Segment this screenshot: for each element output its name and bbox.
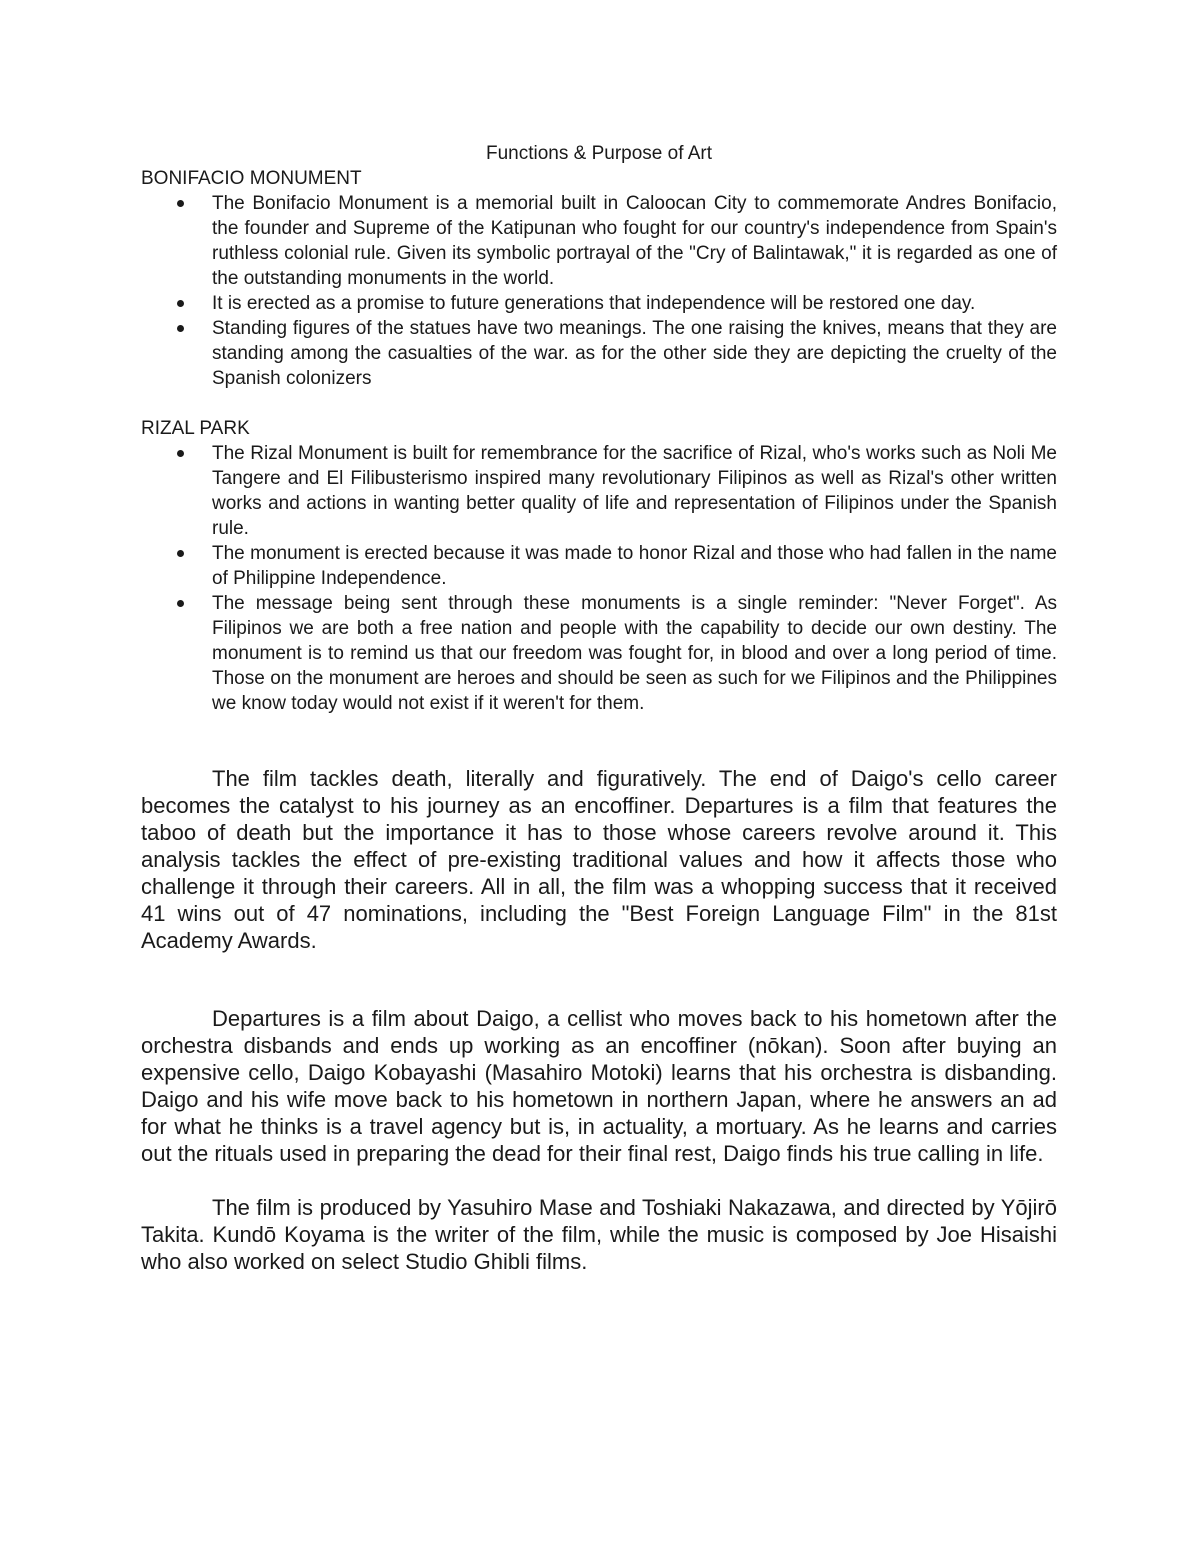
essay-paragraph: Departures is a film about Daigo, a cellist who moves back to his hometown after the orchestra disbands and ends up working as an encoffiner (nōkan). Soon after buying an expensive cello, Daigo Kobayashi (Masahiro Motoki) learns that his orchestra is disbanding. Daigo and his wife move back to his hometown in northern Japan, where he answers an ad for what he thinks is a travel agency but is, in actuality, a mortuary. As he learns and carries out the rituals used in preparing the dead for their final rest, Daigo finds his true calling in life.	[141, 1006, 1057, 1166]
bullet-item	[141, 441, 1057, 541]
bullet-text: The Bonifacio Monument is a memorial built in Caloocan City to commemorate Andres Bonifacio, the founder and Supreme of the Katipunan who fought for our country's independence from Spain's ruthless colonial rule. Given its symbolic portrayal of the "Cry of Balintawak," it is regarded as one of the outstanding monuments in the world.	[212, 193, 1057, 289]
bullet-text: The Rizal Monument is built for remembrance for the sacrifice of Rizal, who's works such as Noli Me Tangere and El Filibusterismo inspired many revolutionary Filipinos as well as Rizal's other written works and actions in wanting better quality of life and representation of Filipinos under the Spanish rule.	[212, 443, 1057, 539]
section-bonifacio-monument	[141, 166, 1057, 391]
bullet-item	[141, 316, 1057, 391]
section-rizal-park	[141, 416, 1057, 716]
bullet-item	[141, 191, 1057, 291]
essay-paragraph: The film is produced by Yasuhiro Mase and Toshiaki Nakazawa, and directed by Yōjirō Takita. Kundō Koyama is the writer of the film, while the music is composed by Joe Hisaishi who also worked on select Studio Ghibli films.	[141, 1195, 1057, 1274]
bullet-item	[141, 591, 1057, 716]
essay-paragraph: The film tackles death, literally and figuratively. The end of Daigo's cello career becomes the catalyst to his journey as an encoffiner. Departures is a film that features the taboo of death but the importance it has to those whose careers revolve around it. This analysis tackles the effect of pre-existing traditional values and how it affects those who challenge it through their careers. All in all, the film was a whopping success that it received 41 wins out of 47 nominations, including the "Best Foreign Language Film" in the 81st Academy Awards.	[141, 766, 1057, 953]
bullet-icon	[177, 600, 184, 607]
bullet-icon	[177, 450, 184, 457]
bullet-list	[141, 441, 1057, 716]
bullet-icon	[177, 200, 184, 207]
document-title: Functions & Purpose of Art	[485, 143, 712, 164]
bullet-icon	[177, 300, 184, 307]
bullet-text: The monument is erected because it was made to honor Rizal and those who had fallen in the name of Philippine Independence.	[212, 543, 1057, 589]
bullet-text: It is erected as a promise to future generations that independence will be restored one day.	[212, 293, 976, 314]
document-body	[141, 141, 1057, 1275]
bullet-icon	[177, 325, 184, 332]
section-spacer	[141, 391, 1057, 416]
bullet-icon	[177, 550, 184, 557]
section-heading: RIZAL PARK	[141, 418, 250, 439]
bullet-text: The message being sent through these monuments is a single reminder: "Never Forget". As Filipinos we are both a free nation and people with the capability to decide our own destiny. The monument is to remind us that our freedom was fought for, in blood and over a long period of time. Those on the monument are heroes and should be seen as such for we Filipinos and the Philippines we know today would not exist if it weren't for them.	[212, 593, 1057, 714]
bullet-list	[141, 191, 1057, 391]
bullet-item	[141, 541, 1057, 591]
bullet-text: Standing figures of the statues have two meanings. The one raising the knives, means that they are standing among the casualties of the war. as for the other side they are depicting the cruelty of the Spanish colonizers	[212, 318, 1057, 389]
bullet-item	[141, 291, 1057, 316]
section-heading: BONIFACIO MONUMENT	[141, 168, 362, 189]
